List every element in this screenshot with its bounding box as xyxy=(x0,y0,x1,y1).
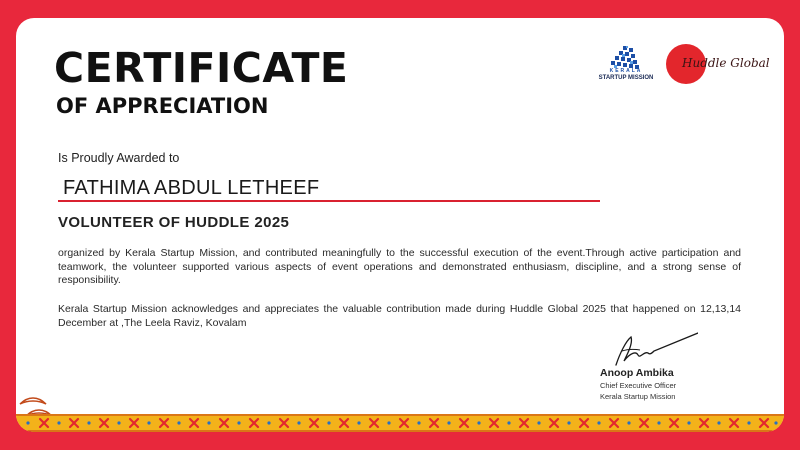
body-paragraph-1: organized by Kerala Startup Mission, and contributed meaningfully to the successful execution of the event.Through active participation and teamwork, the volunteer supported various aspects of event operations and demonstrated enthusiasm, discipline, and a strong sense of responsibility. xyxy=(58,247,741,286)
signature-block xyxy=(598,331,758,411)
signatory-name: Anoop Ambika xyxy=(600,367,674,379)
certificate-card xyxy=(16,18,784,432)
ksum-kerala-text: KERALA xyxy=(609,68,643,74)
huddle-global-logo xyxy=(660,40,770,90)
recipient-name: FATHIMA ABDUL LETHEEF xyxy=(63,177,320,199)
certificate-subtitle: OF APPRECIATION xyxy=(56,94,269,118)
award-title: VOLUNTEER OF HUDDLE 2025 xyxy=(58,214,290,231)
body-paragraph-2: Kerala Startup Mission acknowledges and appreciates the valuable contribution made during Huddle Global 2025 that happened on 12,13,14 December at ,The Leela Raviz, Kovalam xyxy=(58,303,741,329)
signature-icon xyxy=(598,331,698,369)
signatory-title: Chief Executive Officer xyxy=(600,381,677,390)
signatory-organization: Kerala Startup Mission xyxy=(600,392,676,401)
huddle-logo-text: Huddle Global xyxy=(682,56,770,70)
decorative-border-strip xyxy=(16,414,784,432)
ksum-name-text: STARTUP MISSION xyxy=(598,75,654,81)
awarded-label: Is Proudly Awarded to xyxy=(58,151,180,165)
ksum-logo xyxy=(591,46,661,96)
recipient-underline xyxy=(58,200,600,202)
certificate-title: CERTIFICATE xyxy=(54,44,349,92)
